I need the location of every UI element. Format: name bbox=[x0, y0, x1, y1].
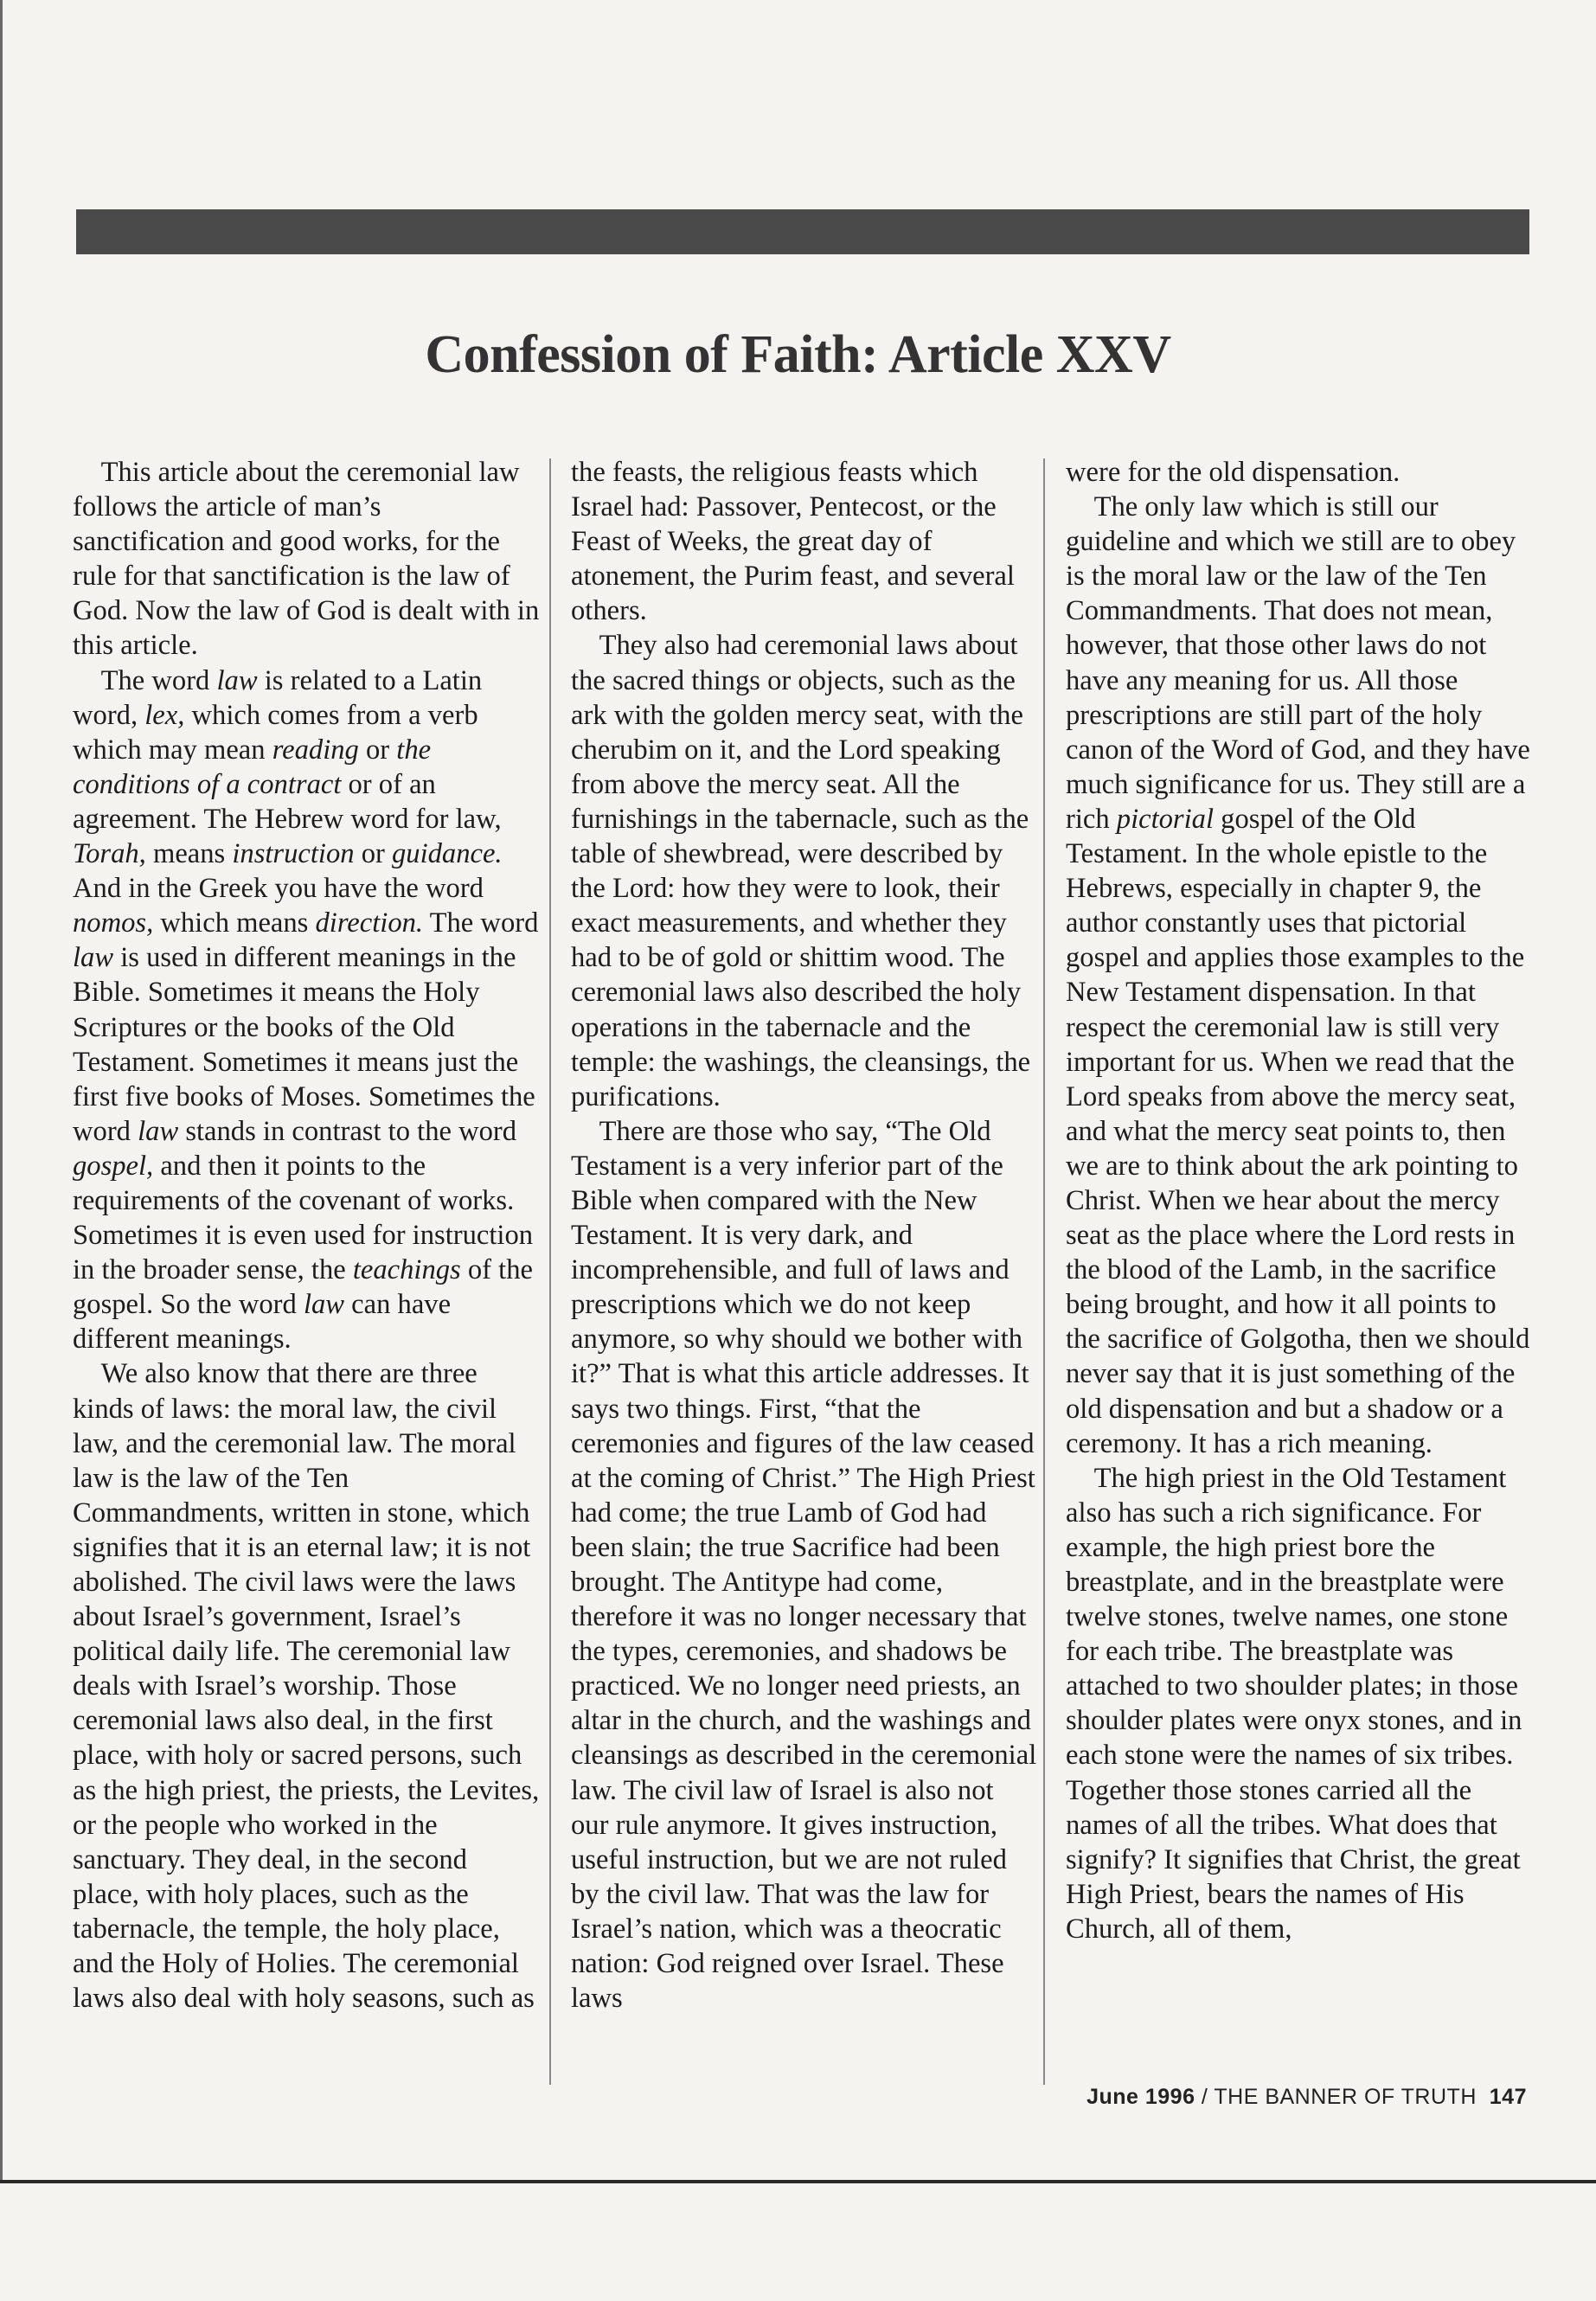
page-bottom-rule bbox=[0, 2180, 1596, 2183]
paragraph: The high priest in the Old Testament also has such a rich significance. For example, the high priest bore the breastplate, and in the breastplate were twelve stones, twelve names, one stone for each tribe. The breastplate was attached to two shoulder plates; in those shoulder plates were onyx stones, and in each stone were the names of six tribes. Together those stones carried all the names of all the tribes. What does that signify? It signifies that Christ, the great High Priest, bears the names of His Church, all of them, bbox=[1066, 1462, 1522, 1945]
text-column-1 bbox=[73, 455, 540, 2099]
paragraph: the feasts, the religious feasts which Israel had: Passover, Pentecost, or the Feast of Weeks, the great day of atonement, the Purim feast, and several others. bbox=[571, 457, 1015, 627]
paragraph: The only law which is still our guideline and which we still are to obey is the moral law or the law of the Ten Commandments. That does not mean, however, that those other laws do not have any meaning for us. All those prescriptions are still part of the holy canon of the Word of God, and they have much significance for us. They still are a rich pictorial gospel of the Old Testament. In the whole epistle to the Hebrews, especially in chapter 9, the author constantly uses that pictorial gospel and applies those examples to the New Testament dispensation. In that respect the ceremonial law is still very important for us. When we read that the Lord speaks from above the mercy seat, and what the mercy seat points to, then we are to think about the ark pointing to Christ. When we hear about the mercy seat as the place where the Lord rests in the blood of the Lamb, in the sacrifice being brought, and how it all points to the sacrifice of Golgotha, then we should never say that it is just something of the old dispensation and but a shadow or a ceremony. It has a rich meaning. bbox=[1066, 491, 1530, 1459]
column-divider bbox=[1043, 458, 1045, 2085]
paragraph: We also know that there are three kinds of laws: the moral law, the civil law, and the ceremonial law. The moral law is the law of the Ten Commandments, written in stone, which signifies that it is an eternal law; it is not abolished. The civil laws were the laws about Israel’s government, Israel’s political daily life. The ceremonial law deals with Israel’s worship. Those ceremonial laws also deal, in the first place, with holy or sacred persons, such as the high priest, the priests, the Levites, or the people who worked in the sanctuary. They deal, in the second place, with holy places, such as the tabernacle, the temple, the holy place, and the Holy of Holies. The ceremonial laws also deal with holy seasons, such as bbox=[73, 1358, 540, 2015]
footer-publication: THE BANNER OF TRUTH bbox=[1214, 2085, 1477, 2109]
page-footer bbox=[1086, 2085, 1527, 2110]
paragraph: The word law is related to a Latin word, lex, which comes from a verb which may mean reading or the conditions of a contract or of an agreement. The Hebrew word for law, Torah, means instruction or guidance. And in the Greek you have the word nomos, which means direction. The word law is used in different meanings in the Bible. Sometimes it means the Holy Scriptures or the books of the Old Testament. Sometimes it means just the first five books of Moses. Sometimes the word law stands in contrast to the word gospel, and then it points to the requirements of the covenant of works. Sometimes it is even used for instruction in the broader sense, the teachings of the gospel. So the word law can have different meanings. bbox=[73, 664, 539, 1356]
paragraph: were for the old dispensation. bbox=[1066, 457, 1401, 488]
paragraph: There are those who say, “The Old Testament is a very inferior part of the Bible when compared with the New Testament. It is very dark, and incomprehensible, and full of laws and prescriptions which we do not keep anymore, so why should we bother with it?” That is what this article addresses. It says two things. First, “that the ceremonies and figures of the law ceased at the coming of Christ.” The High Priest had come; the true Lamb of God had been slain; the true Sacrifice had been brought. The Antitype had come, therefore it was no longer necessary that the types, ceremonies, and shadows be practiced. We no longer need priests, an altar in the church, and the washings and cleansings as described in the ceremonial law. The civil law of Israel is also not our rule anymore. It gives instruction, useful instruction, but we are not ruled by the civil law. That was the law for Israel’s nation, which was a theocratic nation: God reigned over Israel. These laws bbox=[571, 1115, 1037, 2015]
footer-separator: / bbox=[1195, 2085, 1215, 2109]
column-divider bbox=[549, 458, 551, 2085]
text-column-2 bbox=[571, 455, 1038, 2099]
page-number: 147 bbox=[1489, 2085, 1527, 2109]
article-title: Confession of Faith: Article XXV bbox=[425, 325, 1171, 384]
paragraph: They also had ceremonial laws about the sacred things or objects, such as the ark with the golden mercy seat, with the cherubim on it, and the Lord speaking from above the mercy seat. All the furnishings in the tabernacle, such as the table of shewbread, were described by the Lord: how they were to look, their exact measurements, and whether they had to be of gold or shittim wood. The ceremonial laws also described the holy operations in the tabernacle and the temple: the washings, the cleansings, the purifications. bbox=[571, 630, 1031, 1112]
footer-date: June 1996 bbox=[1086, 2085, 1195, 2109]
paragraph: This article about the ceremonial law follows the article of man’s sanctification and good works, for the rule for that sanctification is the law of God. Now the law of God is dealt with in this article. bbox=[73, 457, 540, 662]
header-bar bbox=[76, 209, 1529, 254]
text-column-3 bbox=[1066, 455, 1533, 2099]
